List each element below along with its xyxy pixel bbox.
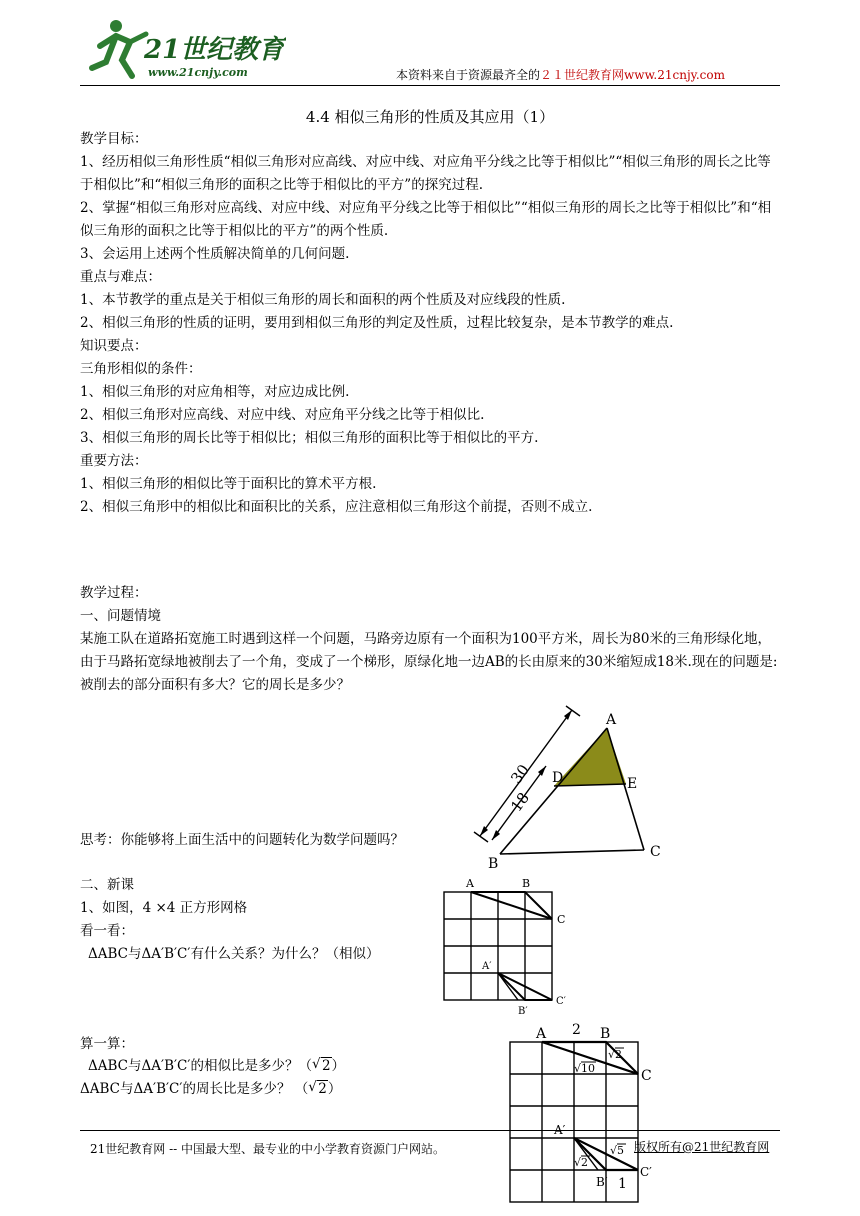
vertex-a-prime: A′ bbox=[482, 961, 492, 972]
point-e: E bbox=[627, 776, 638, 792]
vertex-c: C bbox=[650, 844, 661, 860]
paragraph: 2、掌握“相似三角形对应高线、对应中线、对应角平分线之比等于相似比”“相似三角形的周长之比等于相似比”和“相似三角形的面积之比等于相似比的平方”的两个性质. bbox=[80, 200, 772, 239]
paragraph: 1、相似三角形的对应角相等，对应边成比例. bbox=[80, 384, 350, 400]
side-label-bottom: 1 bbox=[618, 1176, 627, 1192]
grid-intro: 1、如图，4 ×4 正方形网格 bbox=[80, 900, 248, 916]
header-note: 本资料来自于资源最齐全的２１世纪教育网www.21cnjy.com bbox=[396, 68, 725, 82]
grid-figure-1 bbox=[438, 874, 578, 1016]
side-label-top: 2 bbox=[572, 1022, 581, 1038]
footer-copyright-link[interactable]: 版权所有@21世纪教育网 bbox=[634, 1140, 770, 1154]
paragraph: 重要方法： bbox=[80, 453, 148, 469]
intro-section bbox=[80, 128, 780, 519]
grid-lines bbox=[444, 892, 552, 1000]
side-bc bbox=[500, 850, 644, 854]
logo-sub-text: www.21cnjy.com bbox=[148, 66, 248, 79]
paragraph: 知识要点： bbox=[80, 338, 148, 354]
triangle-abc bbox=[471, 892, 552, 919]
sqrt-answer: √ 2 bbox=[312, 1055, 332, 1078]
svg-text:√: √ bbox=[574, 1062, 582, 1075]
runner-icon bbox=[92, 20, 146, 76]
vertex-b: B bbox=[600, 1026, 611, 1042]
svg-text:√: √ bbox=[574, 1156, 582, 1169]
logo-main-text: 21世纪教育 bbox=[144, 35, 285, 65]
header-url[interactable]: www.21cnjy.com bbox=[624, 68, 725, 82]
label-30: 30 bbox=[507, 761, 533, 788]
paragraph: 三角形相似的条件： bbox=[80, 361, 202, 377]
vertex-c: C bbox=[641, 1068, 652, 1084]
label-18: 18 bbox=[507, 789, 533, 816]
grid-figure-2 bbox=[504, 1022, 672, 1216]
section-heading: 二、新课 bbox=[80, 877, 134, 893]
paragraph: 教学目标： bbox=[80, 131, 148, 147]
vertex-c-prime: C′ bbox=[556, 996, 566, 1007]
sqrt-answer: √ 2 bbox=[308, 1078, 328, 1101]
point-d: D bbox=[552, 770, 564, 786]
footer-left: 21世纪教育网 -- 中国最大型、最专业的中小学教育资源门户网站。 bbox=[90, 1142, 446, 1156]
look-heading: 看一看： bbox=[80, 923, 134, 939]
calc-question-perimeter: ΔABC与ΔA′B′C′的周长比是多少？ （√ 2） bbox=[80, 1078, 341, 1101]
calc-heading: 算一算： bbox=[80, 1036, 134, 1052]
svg-text:√: √ bbox=[610, 1144, 618, 1157]
paragraph: 教学过程： bbox=[80, 585, 148, 601]
vertex-b-prime: B′ bbox=[518, 1006, 528, 1016]
calc-question-ratio: ΔABC与ΔA′B′C′的相似比是多少？（√ 2） bbox=[88, 1055, 345, 1078]
paragraph: 2、相似三角形中的相似比和面积比的关系，应注意相似三角形这个前提，否则不成立. bbox=[80, 499, 593, 515]
sqrt-2-label: 2 bbox=[581, 1156, 588, 1169]
site-logo bbox=[86, 16, 286, 84]
sqrt-5-label: 5 bbox=[617, 1144, 624, 1157]
vertex-b: B bbox=[522, 877, 531, 890]
paragraph: 1、经历相似三角形性质“相似三角形对应高线、对应中线、对应角平分线之比等于相似比”“相似三角形的周长之比等于相似比”和“相似三角形的面积之比等于相似比的平方”的探究过程. bbox=[80, 154, 771, 193]
header-rule bbox=[80, 85, 780, 86]
paragraph: 2、相似三角形对应高线、对应中线、对应角平分线之比等于相似比. bbox=[80, 407, 485, 423]
look-question: ΔABC与ΔA′B′C′有什么关系？为什么？（相似） bbox=[88, 946, 380, 962]
paragraph: 3、会运用上述两个性质解决简单的几何问题. bbox=[80, 246, 350, 262]
sqrt-10-label: 10 bbox=[581, 1062, 595, 1075]
svg-text:√: √ bbox=[608, 1048, 616, 1061]
paragraph: 重点与难点： bbox=[80, 269, 161, 285]
footer-rule bbox=[80, 1130, 780, 1131]
vertex-a: A bbox=[536, 1026, 547, 1042]
paragraph: 1、本节教学的重点是关于相似三角形的周长和面积的两个性质及对应线段的性质. bbox=[80, 292, 566, 308]
process-section bbox=[80, 582, 780, 697]
vertex-a: A bbox=[606, 712, 617, 728]
vertex-b: B bbox=[488, 856, 499, 872]
sqrt-2-label: 2 bbox=[615, 1048, 622, 1061]
side-ac bbox=[607, 728, 644, 850]
vertex-c-prime: C′ bbox=[640, 1165, 652, 1179]
header-site: ２１世纪教育网 bbox=[540, 68, 625, 82]
vertex-b-prime: B′ bbox=[596, 1175, 608, 1189]
paragraph: 2、相似三角形的性质的证明，要用到相似三角形的判定及性质，过程比较复杂，是本节教学的难点. bbox=[80, 315, 674, 331]
page-title: 4.4 相似三角形的性质及其应用（1） bbox=[305, 108, 555, 126]
paragraph: 1、相似三角形的相似比等于面积比的算术平方根. bbox=[80, 476, 377, 492]
paragraph: 一、问题情境 bbox=[80, 608, 161, 624]
think-question: 思考：你能够将上面生活中的问题转化为数学问题吗？ bbox=[80, 832, 404, 848]
paragraph: 3、相似三角形的周长比等于相似比；相似三角形的面积比等于相似比的平方. bbox=[80, 430, 539, 446]
triangle-figure bbox=[470, 700, 700, 876]
paragraph: 某施工队在道路拓宽施工时遇到这样一个问题，马路旁边原有一个面积为100平方米，周长为80米的三角形绿化地，由于马路拓宽绿地被削去了一个角，变成了一个梯形，原绿化地一边AB的长由原来的30米缩短成18米.现在的问题是:被削去的部分面积有多大？它的周长是多少？ bbox=[80, 631, 778, 693]
vertex-a-prime: A′ bbox=[554, 1123, 566, 1137]
vertex-c: C bbox=[557, 913, 566, 926]
vertex-a: A bbox=[466, 877, 474, 890]
